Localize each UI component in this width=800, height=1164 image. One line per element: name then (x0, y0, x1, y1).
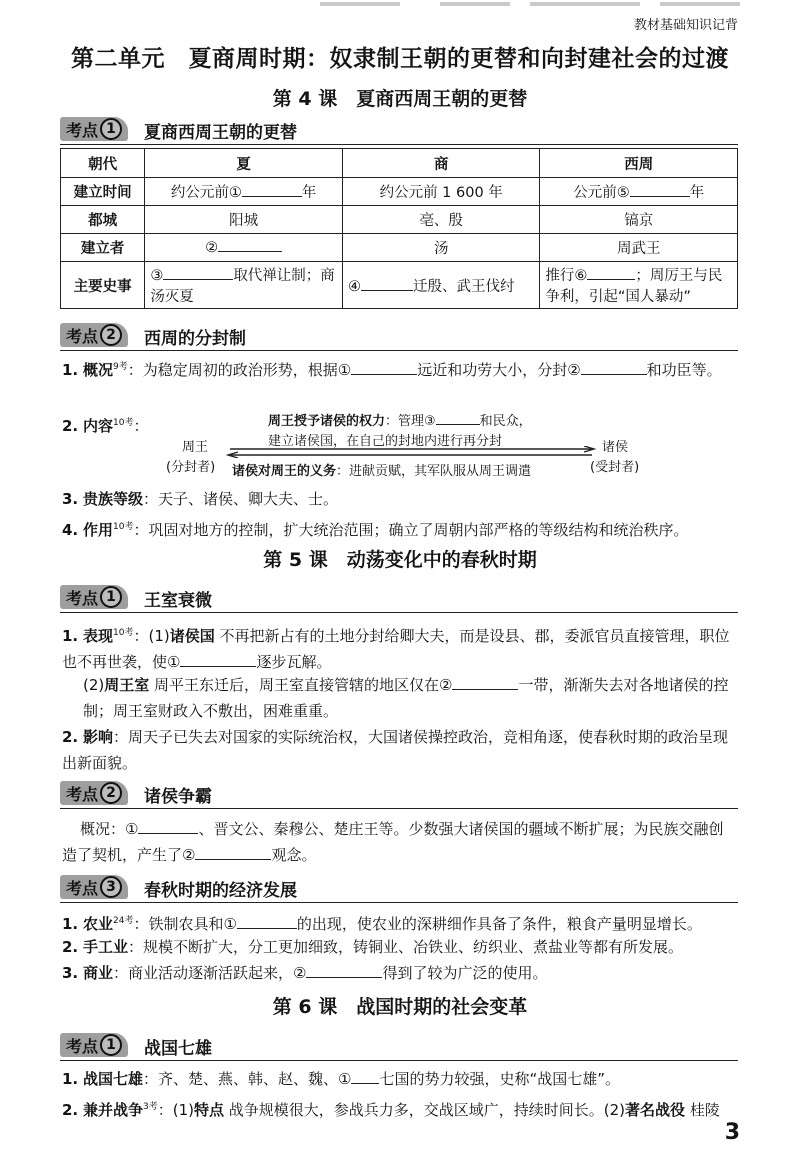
fill-blank (351, 1083, 379, 1084)
list-item: 2. 兼并战争$^{3考}$：(1)特点 战争规模很大，参战兵力多，交战区域广，持续时间长。(2)著名战役 桂陵 (62, 1101, 720, 1119)
fill-blank (180, 666, 256, 667)
table-cell: ④ 迁殷、武王伐纣 (342, 262, 539, 309)
table-row (61, 262, 738, 309)
fill-blank (436, 424, 480, 425)
kaodian-tag: 考点 3 (60, 875, 128, 899)
list-item: 1. 农业$^{24考}$：铁制农具和① 的出现，使农业的深耕细作具备了条件，粮食产量明显增长。 (62, 915, 702, 933)
table-cell: ② (145, 234, 343, 262)
unit-title: 第二单元 夏商周时期：奴隶制王朝的更替和向封建社会的过渡 (71, 46, 729, 72)
kaodian-heading (60, 114, 738, 145)
right-party-role: (受封者) (590, 460, 640, 475)
fill-blank (452, 689, 518, 690)
list-item: 3. 商业：商业活动逐渐活跃起来，② 得到了较为广泛的使用。 (62, 964, 548, 982)
lesson-6-title: 第 6 课 战国时期的社会变革 (272, 996, 528, 1018)
fill-blank (242, 196, 302, 197)
fill-blank (630, 196, 690, 197)
kaodian-heading (60, 778, 738, 809)
table-cell: ③ 取代禅让制；商汤灭夏 (145, 262, 343, 309)
table-row (61, 206, 738, 234)
fill-blank (351, 374, 417, 375)
table-cell: 镐京 (540, 206, 738, 234)
list-item: 4. 作用$^{10考}$：巩固对地方的控制，扩大统治范围；确立了周朝内部严格的等级结构和统治秩序。 (62, 521, 689, 539)
kaodian-title: 诸侯争霸 (144, 787, 212, 807)
kaodian-tag: 考点 1 (60, 585, 128, 609)
lesson-4-title: 第 4 课 夏商西周王朝的更替 (272, 88, 528, 110)
row-label: 建立者 (61, 234, 145, 262)
left-party-name: 周王 (182, 440, 209, 455)
list-item: (2)周王室 周平王东迁后，周王室直接管辖的地区仅在② 一带，渐渐失去对各地诸侯的控制；周王室财政入不敷出，困难重重。 (83, 676, 729, 720)
kaodian-heading (60, 320, 738, 351)
list-item: 1. 概况$^{9考}$：为稳定周初的政治形势，根据① 远近和功劳大小，分封② 和功臣等。 (62, 361, 722, 379)
header-tag: 教材基础知识记背 (633, 18, 738, 33)
fill-blank (237, 928, 297, 929)
table-header-cell: 朝代 (61, 149, 145, 178)
fill-blank (163, 279, 233, 280)
kaodian-tag: 考点 2 (60, 781, 128, 805)
overview-paragraph: 概况：① 、晋文公、秦穆公、楚庄王等。少数强大诸侯国的疆域不断扩展；为民族交融创造了契机，产生了② 观念。 (62, 820, 724, 864)
kaodian-tag: 考点 2 (60, 323, 128, 347)
left-party-role: (分封者) (166, 460, 216, 475)
kaodian-tag: 考点 1 (60, 117, 128, 141)
fill-blank (195, 859, 271, 860)
table-cell: 周武王 (540, 234, 738, 262)
kaodian-title: 王室衰微 (144, 591, 212, 611)
kaodian-heading (60, 872, 738, 903)
table-cell: 推行⑥ ；周厉王与民争利，引起“国人暴动” (540, 262, 738, 309)
table-row (61, 178, 738, 206)
diagram-top-line2: 建立诸侯国，在自己的封地内进行再分封 (268, 434, 503, 449)
kaodian-title: 战国七雄 (144, 1039, 212, 1059)
table-cell: 公元前⑤ 年 (540, 178, 738, 206)
table-cell: 约公元前 1 600 年 (342, 178, 539, 206)
table-row (61, 234, 738, 262)
double-arrow (226, 446, 598, 458)
kaodian-title: 夏商西周王朝的更替 (144, 123, 297, 143)
dynasty-table (60, 148, 738, 309)
lesson-5-title: 第 5 课 动荡变化中的春秋时期 (263, 549, 537, 571)
fill-blank (306, 977, 382, 978)
table-header-cell: 商 (342, 149, 539, 178)
list-item: 2. 手工业：规模不断扩大，分工更加细致，铸铜业、冶铁业、纺织业、煮盐业等都有所发展。 (62, 938, 684, 956)
right-party-name: 诸侯 (602, 440, 629, 455)
table-header-row (61, 149, 738, 178)
table-header-cell: 西周 (540, 149, 738, 178)
list-item: 1. 战国七雄：齐、楚、燕、韩、赵、魏、① 七国的势力较强，史称“战国七雄”。 (62, 1070, 621, 1088)
row-label: 建立时间 (61, 178, 145, 206)
fill-blank (581, 374, 647, 375)
list-item: 2. 影响：周天子已失去对国家的实际统治权，大国诸侯操控政治，竞相角逐，使春秋时期的政治呈现出新面貌。 (62, 728, 729, 772)
list-item: 3. 贵族等级：天子、诸侯、卿大夫、士。 (62, 490, 339, 508)
diagram-bottom-text: 诸侯对周王的义务：进献贡赋，其军队服从周王调遣 (232, 464, 532, 479)
row-label: 都城 (61, 206, 145, 234)
top-decor-bar (0, 0, 800, 8)
kaodian-heading (60, 1030, 738, 1061)
table-cell: 阳城 (145, 206, 343, 234)
fill-blank (138, 833, 198, 834)
table-header-cell: 夏 (145, 149, 343, 178)
row-label: 主要史事 (61, 262, 145, 309)
list-item: 1. 表现$^{10考}$：(1)诸侯国 不再把新占有的土地分封给卿大夫，而是设县、郡，委派官员直接管理，职位也不再世袭，使① 逐步瓦解。 (62, 627, 730, 671)
fill-blank (361, 290, 413, 291)
kaodian-title: 西周的分封制 (144, 329, 246, 349)
table-cell: 亳、殷 (342, 206, 539, 234)
enfeoffment-diagram (62, 408, 738, 480)
table-cell: 约公元前① 年 (145, 178, 343, 206)
page-number: 3 (724, 1120, 740, 1145)
list-item: 2. 内容$^{10考}$： (62, 417, 149, 435)
diagram-top-text: 周王授予诸侯的权力：管理③ 和民众， (268, 414, 532, 429)
fill-blank (587, 279, 635, 280)
kaodian-heading (60, 582, 738, 613)
kaodian-title: 春秋时期的经济发展 (144, 881, 297, 901)
kaodian-tag: 考点 1 (60, 1033, 128, 1057)
fill-blank (218, 251, 282, 252)
table-cell: 汤 (342, 234, 539, 262)
